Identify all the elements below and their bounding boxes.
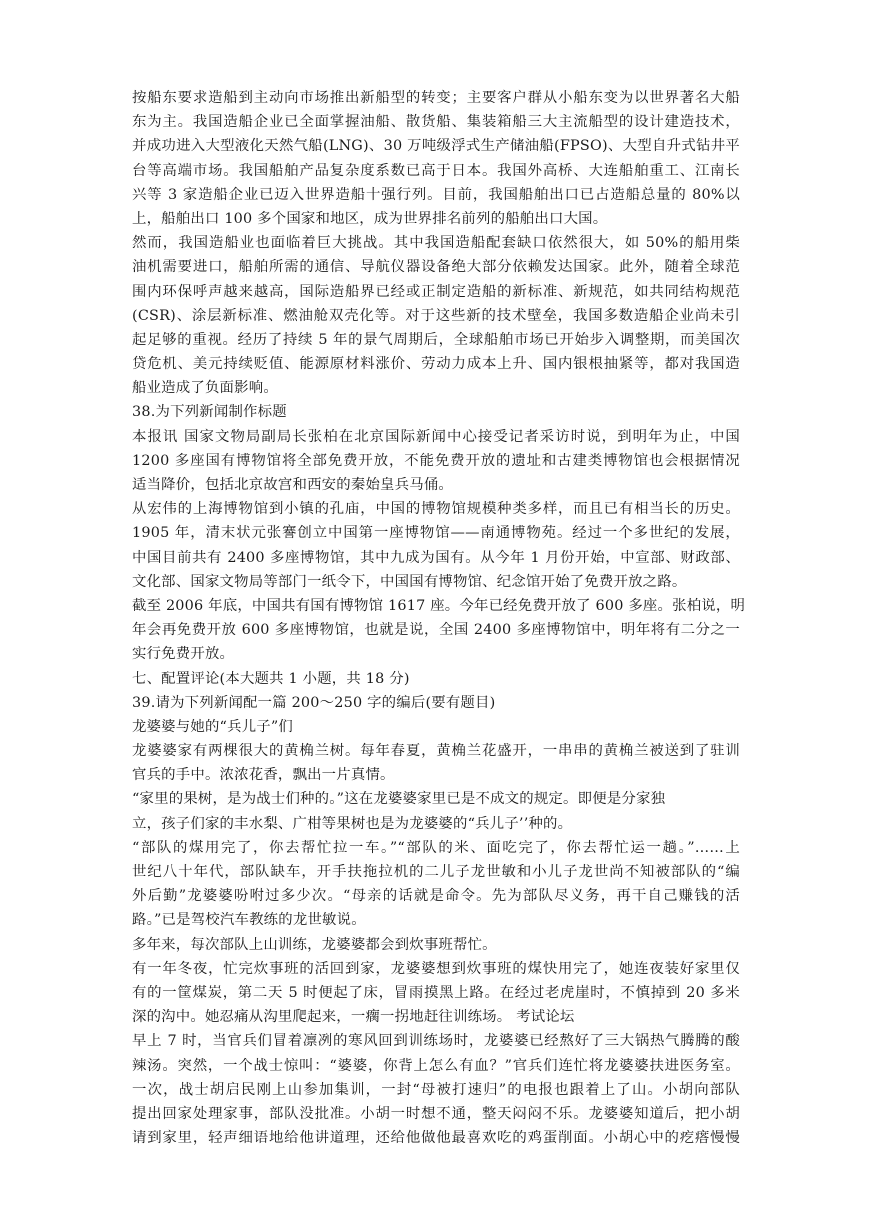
text-line: 早上 7 时，当官兵们冒着凛冽的寒风回到训练场时，龙婆婆已经熬好了三大锅热气腾腾的酸 bbox=[132, 1033, 740, 1050]
text-line: 1905 年，清末状元张謇创立中国第一座博物馆——南通博物苑。经过一个多世纪的发展， bbox=[132, 525, 740, 542]
text-line: 实行免费开放。 bbox=[132, 646, 235, 663]
text-line: 深的沟中。她忍痛从沟里爬起来，一瘸一拐地赶往训练场。 考试论坛 bbox=[132, 1009, 575, 1026]
text-line: “家里的果树，是为战士们种的。”这在龙婆婆家里已是不成文的规定。即便是分家独 bbox=[132, 791, 666, 808]
text-line: 适当降价，包括北京故宫和西安的秦始皇兵马俑。 bbox=[132, 477, 453, 493]
news-title: 龙婆婆与她的“兵儿子”们 bbox=[132, 718, 294, 735]
text-line: 台等高端市场。我国船舶产品复杂度系数已高于日本。我国外高桥、大连船舶重工、江南长 bbox=[132, 162, 740, 179]
text-line: 辣汤。突然，一个战士惊叫：“婆婆，你背上怎么有血？”官兵们连忙将龙婆婆扶进医务室。 bbox=[132, 1057, 740, 1074]
text-line: 多年来，每次部队上山训练，龙婆婆都会到炊事班帮忙。 bbox=[132, 936, 497, 953]
text-line: 本报讯 国家文物局副局长张柏在北京国际新闻中心接受记者采访时说，到明年为止，中国 bbox=[132, 428, 740, 445]
text-line: 有的一筐煤炭，第二天 5 时便起了床，冒雨摸黑上路。在经过老虎崖时，不慎掉到 20 多米 bbox=[132, 984, 740, 1001]
text-line: 兴等 3 家造船企业已迈入世界造船十强行列。目前，我国船舶出口已占造船总量的 80%以 bbox=[132, 186, 740, 203]
question-heading: 39.请为下列新闻配一篇 200～250 字的编后(要有题目) bbox=[132, 694, 496, 711]
text-line: 龙婆婆家有两棵很大的黄桷兰树。每年春夏，黄桷兰花盛开，一串串的黄桷兰被送到了驻训 bbox=[132, 743, 740, 760]
text-line: 一次，战士胡启民刚上山参加集训，一封“母被打速归”的电报也跟着上了山。小胡向部队 bbox=[132, 1081, 740, 1098]
text-line: 立，孩子们家的丰水梨、广柑等果树也是为龙婆婆的“兵儿子’’种的。 bbox=[132, 815, 573, 832]
text-line: 起足够的重视。经历了持续 5 年的景气周期后，全球船舶市场已开始步入调整期，而美国次 bbox=[132, 331, 740, 348]
text-line: 1200 多座国有博物馆将全部免费开放，不能免费开放的遗址和古建类博物馆也会根据情况 bbox=[132, 452, 740, 469]
text-line: 中国目前共有 2400 多座博物馆，其中九成为国有。从今年 1 月份开始，中宣部、财政部、 bbox=[132, 549, 740, 566]
text-line: 官兵的手中。浓浓花香，飘出一片真情。 bbox=[132, 767, 395, 784]
text-line: 贷危机、美元持续贬值、能源原材料涨价、劳动力成本上升、国内银根抽紧等，都对我国造 bbox=[132, 356, 740, 373]
text-line: 路。”已是驾校汽车教练的龙世敏说。 bbox=[132, 912, 366, 929]
text-line: 按船东要求造船到主动向市场推出新船型的转变；主要客户群从小船东变为以世界著名大船 bbox=[132, 90, 740, 106]
text-line: 上，船舶出口 100 多个国家和地区，成为世界排名前列的船舶出口大国。 bbox=[132, 210, 608, 227]
text-line: 油机需要进口，船舶所需的通信、导航仪器设备绝大部分依赖发达国家。此外，随着全球范 bbox=[132, 259, 740, 276]
text-line: “部队的煤用完了，你去帮忙拉一车。”“部队的米、面吃完了，你去帮忙运一趟。”……上 bbox=[132, 839, 740, 856]
text-line: 提出回家处理家事，部队没批准。小胡一时想不通，整天闷闷不乐。龙婆婆知道后，把小胡 bbox=[132, 1105, 740, 1122]
text-line: 并成功进入大型液化天然气船(LNG)、30 万吨级浮式生产储油船(FPSO)、大型自升式钻井平 bbox=[132, 138, 740, 155]
section-heading: 七、配置评论(本大题共 1 小题，共 18 分) bbox=[132, 670, 410, 687]
document-body bbox=[132, 86, 746, 1150]
text-line: 从宏伟的上海博物馆到小镇的孔庙，中国的博物馆规模种类多样，而且已有相当长的历史。 bbox=[132, 501, 740, 518]
question-heading: 38.为下列新闻制作标题 bbox=[132, 404, 287, 421]
text-line: 外后勤”龙婆婆吩咐过多少次。“母亲的话就是命令。先为部队尽义务，再干自己赚钱的活 bbox=[132, 888, 740, 905]
text-line: 然而，我国造船业也面临着巨大挑战。其中我国造船配套缺口依然很大，如 50%的船用柴 bbox=[132, 235, 740, 252]
text-line: 围内环保呼声越来越高，国际造船界已经或正制定造船的新标准、新规范，如共同结构规范 bbox=[132, 283, 740, 300]
text-line: 船业造成了负面影响。 bbox=[132, 380, 278, 397]
text-line: 年会再免费开放 600 多座博物馆，也就是说，全国 2400 多座博物馆中，明年将有二分之一 bbox=[132, 622, 740, 639]
text-line: 东为主。我国造船企业已全面掌握油船、散货船、集装箱船三大主流船型的设计建造技术， bbox=[132, 114, 740, 131]
text-line: 截至 2006 年底，中国共有国有博物馆 1617 座。今年已经免费开放了 600 多座。张柏说，明 bbox=[132, 597, 746, 614]
text-line: (CSR)、涂层新标准、燃油舱双壳化等。对于这些新的技术壁垒，我国多数造船企业尚未引 bbox=[132, 307, 740, 324]
text-line: 请到家里，轻声细语地给他讲道理，还给他做他最喜欢吃的鸡蛋削面。小胡心中的疙瘩慢慢 bbox=[132, 1130, 740, 1147]
text-line: 世纪八十年代，部队缺车，开手扶拖拉机的二儿子龙世敏和小儿子龙世尚不知被部队的“编 bbox=[132, 864, 740, 880]
text-line: 文化部、国家文物局等部门一纸令下，中国国有博物馆、纪念馆开始了免费开放之路。 bbox=[132, 573, 687, 590]
text-line: 有一年冬夜，忙完炊事班的活回到家，龙婆婆想到炊事班的煤快用完了，她连夜装好家里仅 bbox=[132, 960, 740, 977]
